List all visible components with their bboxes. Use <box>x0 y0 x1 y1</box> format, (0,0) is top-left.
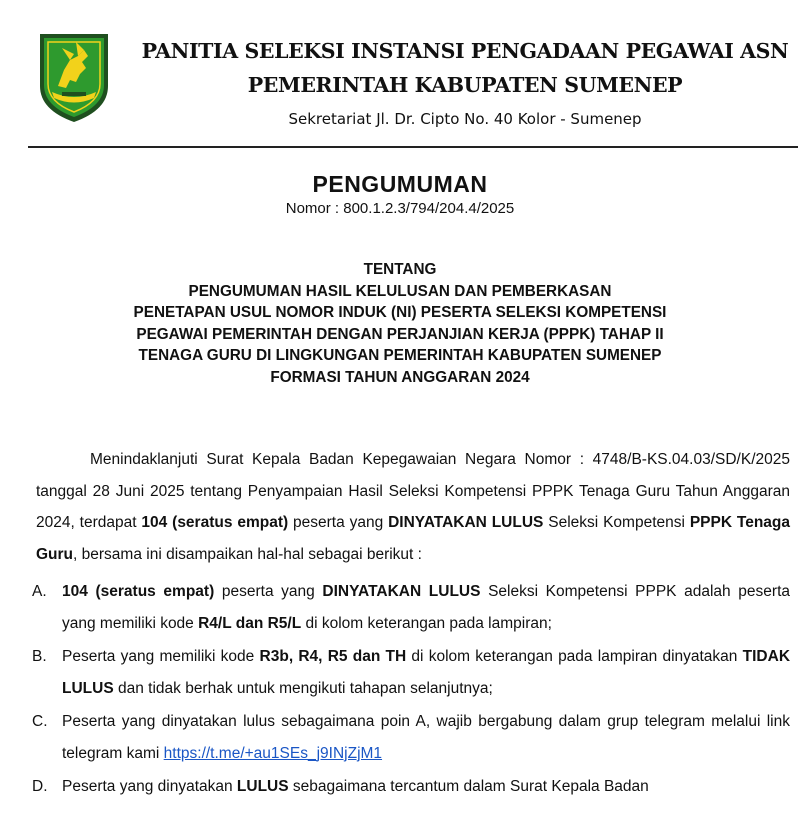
list-item: B. Peserta yang memiliki kode R3b, R4, R5 dan TH di kolom keterangan pada lampiran dinyatakan TIDAK LULUS dan tidak berhak untuk mengikuti tahapan selanjutnya; <box>36 641 790 704</box>
letterhead-line-1: PANITIA SELEKSI INSTANSI PENGADAAN PEGAWAI ASN <box>141 39 789 63</box>
letterhead-address: Sekretariat Jl. Dr. Cipto No. 40 Kolor - Sumenep <box>288 110 642 128</box>
points-list <box>32 576 791 803</box>
document-title: PENGUMUMAN <box>312 171 488 197</box>
letterhead-line-2: PEMERINTAH KABUPATEN SUMENEP <box>247 73 683 97</box>
list-marker: B. <box>32 648 47 665</box>
list-item: A. 104 (seratus empat) peserta yang DINYATAKAN LULUS Seleksi Kompetensi PPPK adalah peserta yang memiliki kode R4/L dan R5/L di kolom keterangan pada lampiran; <box>36 576 790 639</box>
document-number: Nomor : 800.1.2.3/794/204.4/2025 <box>285 200 515 217</box>
list-marker: D. <box>32 778 48 795</box>
subject-line: PENETAPAN USUL NOMOR INDUK (NI) PESERTA SELEKSI KOMPETENSI <box>133 304 667 321</box>
subject-block <box>0 259 800 388</box>
letterhead-divider <box>28 146 798 148</box>
subject-line: PENGUMUMAN HASIL KELULUSAN DAN PEMBERKASAN <box>188 282 612 300</box>
intro-paragraph: Menindaklanjuti Surat Kepala Badan Kepegawaian Negara Nomor : 4748/B-KS.04.03/SD/K/2025 tanggal 28 Juni 2025 tentang Penyampaian Hasil Seleksi Kompetensi PPPK Tenaga Guru Tahun Anggaran 2024, terdapat 104 (seratus empat) peserta yang DINYATAKAN LULUS Seleksi Kompetensi PPPK Tenaga Guru, bersama ini disampaikan hal-hal sebagai berikut : <box>36 451 791 563</box>
subject-heading: TENTANG <box>363 261 437 278</box>
list-marker: C. <box>32 713 48 730</box>
telegram-link[interactable]: https://t.me/+au1SEs_j9INjZjM1 <box>163 744 383 762</box>
subject-line: FORMASI TAHUN ANGGARAN 2024 <box>270 368 530 386</box>
list-item: D. Peserta yang dinyatakan LULUS sebagaimana tercantum dalam Surat Kepala Badan <box>36 771 790 803</box>
title-block <box>0 170 800 217</box>
list-marker: A. <box>32 583 47 600</box>
subject-line: TENAGA GURU DI LINGKUNGAN PEMERINTAH KABUPATEN SUMENEP <box>138 347 662 364</box>
subject-line: PEGAWAI PEMERINTAH DENGAN PERJANJIAN KERJA (PPPK) TAHAP II <box>136 325 664 343</box>
list-item: C. Peserta yang dinyatakan lulus sebagaimana poin A, wajib bergabung dalam grup telegram melalui link telegram kami https://t.me/+au1SEs_j9INjZjM1 <box>36 706 790 769</box>
sumenep-crest-icon <box>34 30 114 124</box>
letterhead <box>0 0 800 140</box>
document-body <box>32 444 791 805</box>
